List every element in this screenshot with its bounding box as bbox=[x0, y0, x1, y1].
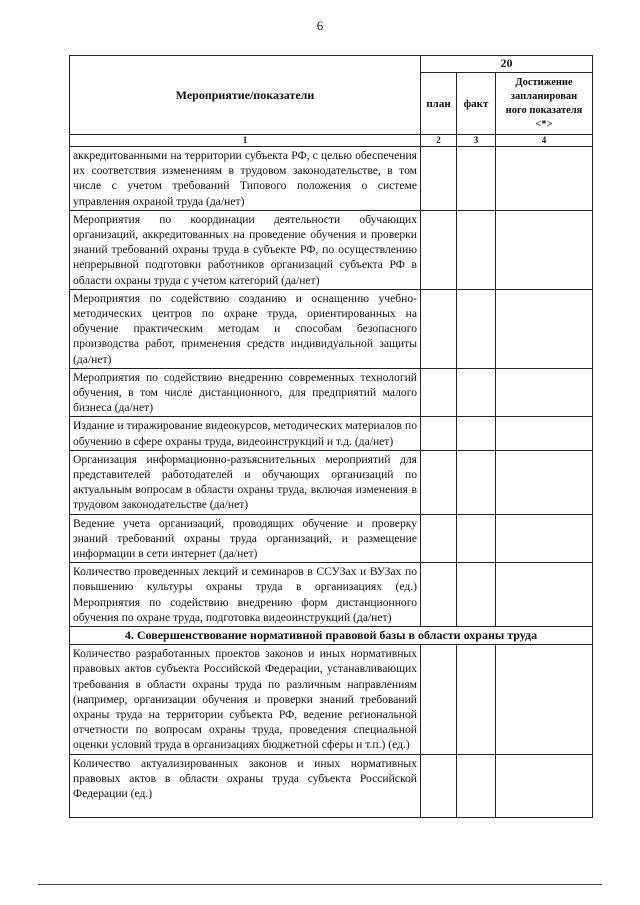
column-number: 1 bbox=[70, 135, 421, 147]
table-row bbox=[70, 147, 593, 211]
row-text: Количество разработанных проектов законов и иных нормативных правовых актов субъекта Российской Федерации, устанавливающих требования в области охраны труда по различным направлениям (например, организации обучения и проверки знаний требований охраны труда на территории субъекта РФ, ведение региональной отчетности по вопросам охраны труда, проведения специальной оценки условий труда в организациях бюджетной сферы и т.п.) (ед.) bbox=[70, 645, 421, 754]
row-text: Мероприятия по содействию внедрению современных технологий обучения, в том числе дистанционного, для предприятий малого бизнеса (да/нет) bbox=[70, 368, 421, 417]
row-text: Количество проведенных лекций и семинаров в ССУЗах и ВУЗах по повышению культуры охраны труда в организациях (ед.) Мероприятия по содействию внедрению форм дистанционного обучения по охране труда, подготовка видеоинструкций (да/нет) bbox=[70, 563, 421, 627]
plan-cell bbox=[421, 368, 457, 417]
section-title: 4. Совершенствование нормативной правовой базы в области охраны труда bbox=[70, 627, 593, 645]
column-number: 2 bbox=[421, 135, 457, 147]
table-row bbox=[70, 645, 593, 754]
column-number-row bbox=[70, 135, 593, 147]
achievement-cell bbox=[496, 450, 593, 514]
indicators-table bbox=[69, 55, 593, 818]
plan-cell bbox=[421, 289, 457, 368]
fact-cell bbox=[457, 417, 496, 450]
row-text: Организация информационно-разъяснительных мероприятий для представителей работодателей и обучающих организаций по актуальным вопросам в области охраны труда, включая изменения в трудовом законодательстве (да/нет) bbox=[70, 450, 421, 514]
table-row bbox=[70, 289, 593, 368]
plan-cell bbox=[421, 645, 457, 754]
plan-cell bbox=[421, 417, 457, 450]
column-number: 4 bbox=[496, 135, 593, 147]
table-row bbox=[70, 563, 593, 627]
fact-cell bbox=[457, 289, 496, 368]
plan-cell bbox=[421, 563, 457, 627]
achievement-cell bbox=[496, 417, 593, 450]
fact-cell bbox=[457, 147, 496, 211]
achievement-cell bbox=[496, 368, 593, 417]
achievement-cell bbox=[496, 147, 593, 211]
row-text: аккредитованными на территории субъекта РФ, с целью обеспечения их соответствия изменениям в трудовом законодательстве, в том числе с учетом требований Типового положения о системе управления охраной труда (да/нет) bbox=[70, 147, 421, 211]
plan-cell bbox=[421, 514, 457, 563]
table-row bbox=[70, 514, 593, 563]
achievement-cell bbox=[496, 645, 593, 754]
achievement-cell bbox=[496, 754, 593, 817]
table-row bbox=[70, 210, 593, 289]
row-text: Количество актуализированных законов и иных нормативных правовых актов в области охраны труда субъекта Российской Федерации (ед.) bbox=[70, 754, 421, 817]
row-text: Издание и тиражирование видеокурсов, методических материалов по обучению в сфере охраны труда, видеоинструкций и т.д. (да/нет) bbox=[70, 417, 421, 450]
achievement-cell bbox=[496, 563, 593, 627]
table-row bbox=[70, 417, 593, 450]
achievement-cell bbox=[496, 289, 593, 368]
year-header: 20 bbox=[421, 56, 593, 73]
achievement-cell bbox=[496, 210, 593, 289]
section-heading-row bbox=[70, 627, 593, 645]
fact-cell bbox=[457, 210, 496, 289]
plan-cell bbox=[421, 210, 457, 289]
row-text: Мероприятия по содействию созданию и оснащению учебно-методических центров по охране труда, ориентированных на обучение практическим методам и способам безопасного производства работ, применения средств индивидуальной защиты (да/нет) bbox=[70, 289, 421, 368]
table-row bbox=[70, 368, 593, 417]
row-text: Мероприятия по координации деятельности обучающих организаций, аккредитованных на проведение обучения и проверки знаний требований охраны труда в субъекте РФ, по осуществлению непрерывной подготовки работников организаций субъекта РФ в области охраны труда с учетом категорий (да/нет) bbox=[70, 210, 421, 289]
fact-cell bbox=[457, 514, 496, 563]
fact-header: факт bbox=[457, 73, 496, 135]
fact-cell bbox=[457, 754, 496, 817]
fact-cell bbox=[457, 450, 496, 514]
plan-cell bbox=[421, 147, 457, 211]
activity-header: Мероприятие/показатели bbox=[70, 56, 421, 135]
fact-cell bbox=[457, 563, 496, 627]
achievement-header: Достижение запланирован ного показателя <*> bbox=[496, 73, 593, 135]
page-number: 6 bbox=[316, 18, 324, 33]
plan-cell bbox=[421, 450, 457, 514]
column-number: 3 bbox=[457, 135, 496, 147]
table-row bbox=[70, 754, 593, 817]
header-row-top bbox=[70, 56, 593, 73]
fact-cell bbox=[457, 645, 496, 754]
achievement-cell bbox=[496, 514, 593, 563]
table-row bbox=[70, 450, 593, 514]
footer-divider bbox=[38, 884, 602, 885]
row-text: Ведение учета организаций, проводящих обучение и проверку знаний требований охраны труда организаций, и размещение информации в сети интернет (да/нет) bbox=[70, 514, 421, 563]
fact-cell bbox=[457, 368, 496, 417]
plan-header: план bbox=[421, 73, 457, 135]
plan-cell bbox=[421, 754, 457, 817]
